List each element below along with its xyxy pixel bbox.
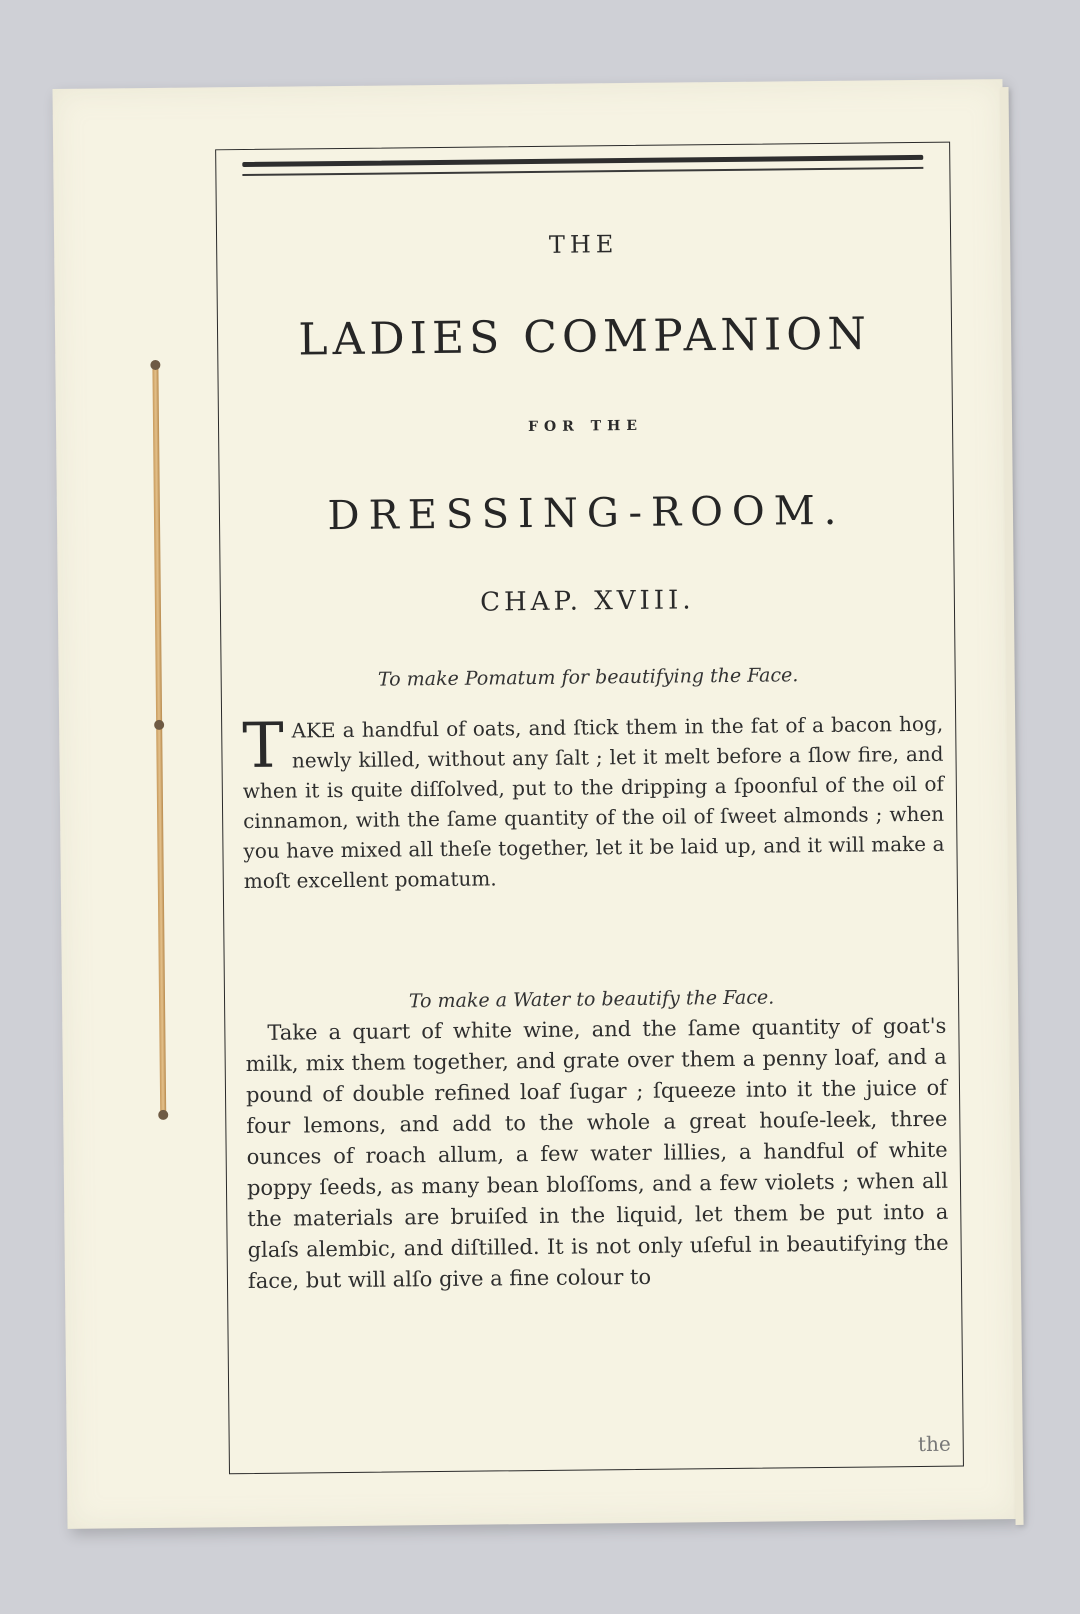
stitch-hole-middle <box>154 720 164 730</box>
recipe-body-pomatum <box>242 709 945 896</box>
page-title: LADIES COMPANION <box>298 308 872 366</box>
page-frame <box>215 142 964 1475</box>
catchword: the <box>917 1431 951 1457</box>
stitch-hole-top <box>150 360 160 370</box>
recipe-text-pomatum: AKE a handful of oats, and ſtick them in the fat of a bacon hog, newly killed, without any ſalt ; let it melt before a ſlow fire, and when it is quite diſſolved, put to the dripping a ſpoonful of the oil of cinnamon, with the ſame quantity of the oil of ſweet almonds ; when you have mixed all theſe together, let it be laid up, and it will make a moſt excellent pomatum. <box>242 711 945 894</box>
binding-thread <box>152 366 166 1118</box>
title-dressing-room: DRESSING-ROOM. <box>327 487 846 540</box>
recipe-heading-water: To make a Water to beautify the Face. <box>408 986 775 1013</box>
booklet-page <box>52 79 1017 1529</box>
header-rule-thick <box>242 155 923 167</box>
title-for-the: FOR THE <box>527 417 644 436</box>
recipe-body-water <box>245 1011 949 1297</box>
stitch-hole-bottom <box>158 1110 168 1120</box>
drop-cap: T <box>241 708 285 783</box>
header-rule-thin <box>242 167 923 176</box>
recipe-text-water: Take a quart of white wine, and the ſame quantity of goat's milk, mix them together, and grate over them a penny loaf, and a pound of double refined loaf ſugar ; ſqueeze into it the juice of four lemons, and add to the whole a great houſe-leek, three ounces of roach allum, a few water lillies, a handful of white poppy ſeeds, as many bean bloſſoms, and a few violets ; when all the materials are bruiſed in the liquid, let them be put into a glaſs alembic, and diſtilled. It is not only uſeful in beautifying the face, but will alſo give a fine colour to <box>245 1013 949 1294</box>
title-the: THE <box>548 230 619 259</box>
chapter-heading: CHAP. XVIII. <box>479 585 695 618</box>
recipe-heading-pomatum: To make Pomatum for beautifying the Face. <box>377 664 799 691</box>
